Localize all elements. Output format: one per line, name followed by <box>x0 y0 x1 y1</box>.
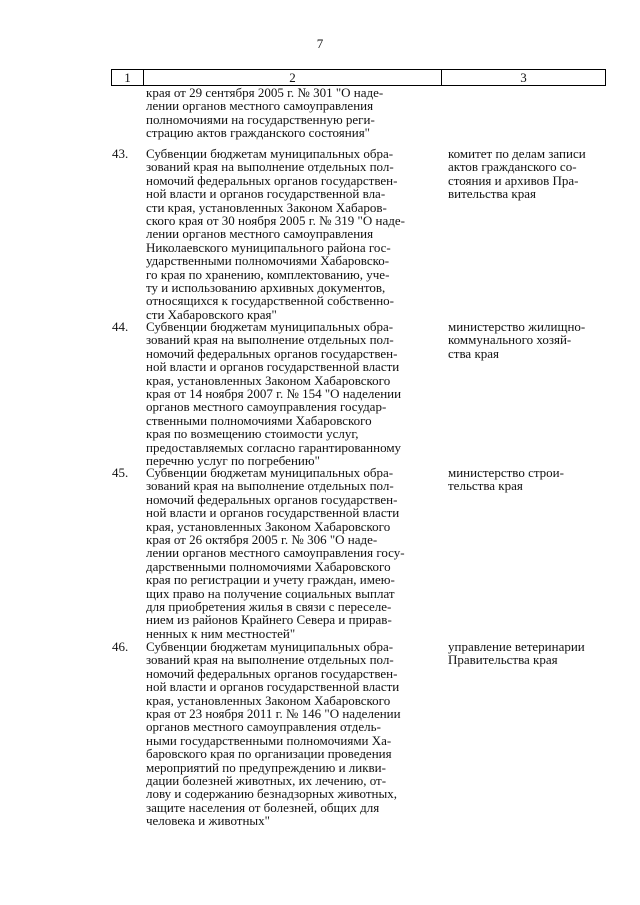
text-line: министерство жилищно- <box>448 319 586 334</box>
row-number: 45. <box>112 465 129 480</box>
text-line: ной власти и органов государственной вла- <box>146 186 386 202</box>
table-header <box>111 69 606 86</box>
header-col-2: 2 <box>144 70 442 85</box>
text-line: Николаевского муниципального района гос- <box>146 239 391 255</box>
text-line: баровского края по организации проведения <box>146 746 392 762</box>
text-line: полномочиями на государственную реги- <box>146 111 375 127</box>
row-number: 46. <box>112 639 129 654</box>
text-line: нием из районов Крайнего Севера и прирав- <box>146 612 392 628</box>
text-line: органов местного самоуправления государ- <box>146 399 387 415</box>
text-line: края от 26 октября 2005 г. № 306 "О наде- <box>146 532 378 548</box>
text-line: дарственными полномочиями Хабаровского <box>146 558 391 574</box>
text-line: ными государственными полномочиями Ха- <box>146 732 392 748</box>
row-number: 43. <box>112 146 129 161</box>
text-line: перечню услуг по погребению" <box>146 453 320 469</box>
text-line: относящихся к государственной собственно- <box>146 293 395 309</box>
text-line: ства края <box>448 345 500 361</box>
text-line: го края по хранению, комплектованию, уче- <box>146 266 390 282</box>
text-line: Субвенции бюджетам муниципальных обра- <box>146 146 394 161</box>
text-line: ударственными полномочиями Хабаровско- <box>146 253 390 269</box>
text-line: Субвенции бюджетам муниципальных обра- <box>146 319 394 334</box>
text-line: управление ветеринарии <box>448 639 585 654</box>
continuation-text <box>146 86 383 140</box>
text-line: Субвенции бюджетам муниципальных обра- <box>146 639 394 654</box>
text-line: человека и животных" <box>146 813 270 829</box>
text-line: дации болезней животных, их лечению, от- <box>146 773 387 789</box>
text-line: комитет по делам записи <box>448 146 586 161</box>
text-line: органов местного самоуправления отдель- <box>146 719 381 735</box>
text-line: предоставляемых согласно гарантированному <box>146 439 402 455</box>
text-line: сти края, установленных Законом Хабаров- <box>146 199 387 215</box>
text-line: номочий федеральных органов государствен- <box>146 491 398 507</box>
text-line: ненных к ним местностей" <box>146 625 296 641</box>
text-line: края, установленных Законом Хабаровского <box>146 372 391 388</box>
row-responsible <box>448 640 585 667</box>
text-line: ной власти и органов государственной власти <box>146 359 400 375</box>
header-col-1: 1 <box>112 70 144 85</box>
text-line: сти Хабаровского края" <box>146 306 277 322</box>
text-line: тельства края <box>448 478 523 494</box>
text-line: лении органов местного самоуправления <box>146 226 374 242</box>
text-line: зований края на выполнение отдельных пол- <box>146 159 394 175</box>
text-line: номочий федеральных органов государствен- <box>146 345 398 361</box>
text-line: края по регистрации и учету граждан, имею- <box>146 572 395 588</box>
row-responsible <box>448 320 585 360</box>
text-line: страцию актов гражданского состояния" <box>146 125 370 141</box>
header-col-3: 3 <box>520 70 527 85</box>
text-line: края по возмещению стоимости услуг, <box>146 426 359 442</box>
text-line: края, установленных Законом Хабаровского <box>146 518 391 534</box>
text-line: края, установленных Законом Хабаровского <box>146 692 391 708</box>
text-line: Правительства края <box>448 652 558 668</box>
text-line: номочий федеральных органов государствен- <box>146 172 398 188</box>
text-line: зований края на выполнение отдельных пол- <box>146 332 394 348</box>
text-line: зований края на выполнение отдельных пол- <box>146 478 394 494</box>
text-line: лении органов местного самоуправления госу- <box>146 545 405 561</box>
text-line: ту и использованию архивных документов, <box>146 280 386 296</box>
text-line: Субвенции бюджетам муниципальных обра- <box>146 465 394 480</box>
text-line: ной власти и органов государственной власти <box>146 679 400 695</box>
text-line: коммунального хозяй- <box>448 332 572 348</box>
row-description <box>146 640 401 828</box>
text-line: актов гражданского со- <box>448 159 577 175</box>
text-line: зований края на выполнение отдельных пол- <box>146 652 394 668</box>
row-responsible <box>448 147 586 201</box>
text-line: вительства края <box>448 186 536 202</box>
row-responsible <box>448 466 564 493</box>
row-description <box>146 147 405 321</box>
text-line: ского края от 30 ноября 2005 г. № 319 "О наде- <box>146 213 405 229</box>
row-number: 44. <box>112 319 129 334</box>
text-line: ственными полномочиями Хабаровского <box>146 412 372 428</box>
text-line: щих право на получение социальных выплат <box>146 585 395 601</box>
text-line: номочий федеральных органов государствен- <box>146 665 398 681</box>
text-line: министерство строи- <box>448 465 564 480</box>
page-number: 7 <box>316 36 324 51</box>
text-line: лову и содержанию безнадзорных животных, <box>146 786 397 802</box>
text-line: края от 29 сентября 2005 г. № 301 "О наде- <box>146 85 384 100</box>
text-line: мероприятий по предупреждению и ликви- <box>146 759 386 775</box>
text-line: края от 23 ноября 2011 г. № 146 "О наделении <box>146 706 401 722</box>
row-description <box>146 320 401 467</box>
text-line: защите населения от болезней, общих для <box>146 799 380 815</box>
row-description <box>146 466 405 640</box>
text-line: стояния и архивов Пра- <box>448 172 579 188</box>
text-line: края от 14 ноября 2007 г. № 154 "О наделении <box>146 386 402 402</box>
text-line: ной власти и органов государственной власти <box>146 505 400 521</box>
text-line: для приобретения жилья в связи с переселе- <box>146 599 392 615</box>
text-line: лении органов местного самоуправления <box>146 98 374 114</box>
